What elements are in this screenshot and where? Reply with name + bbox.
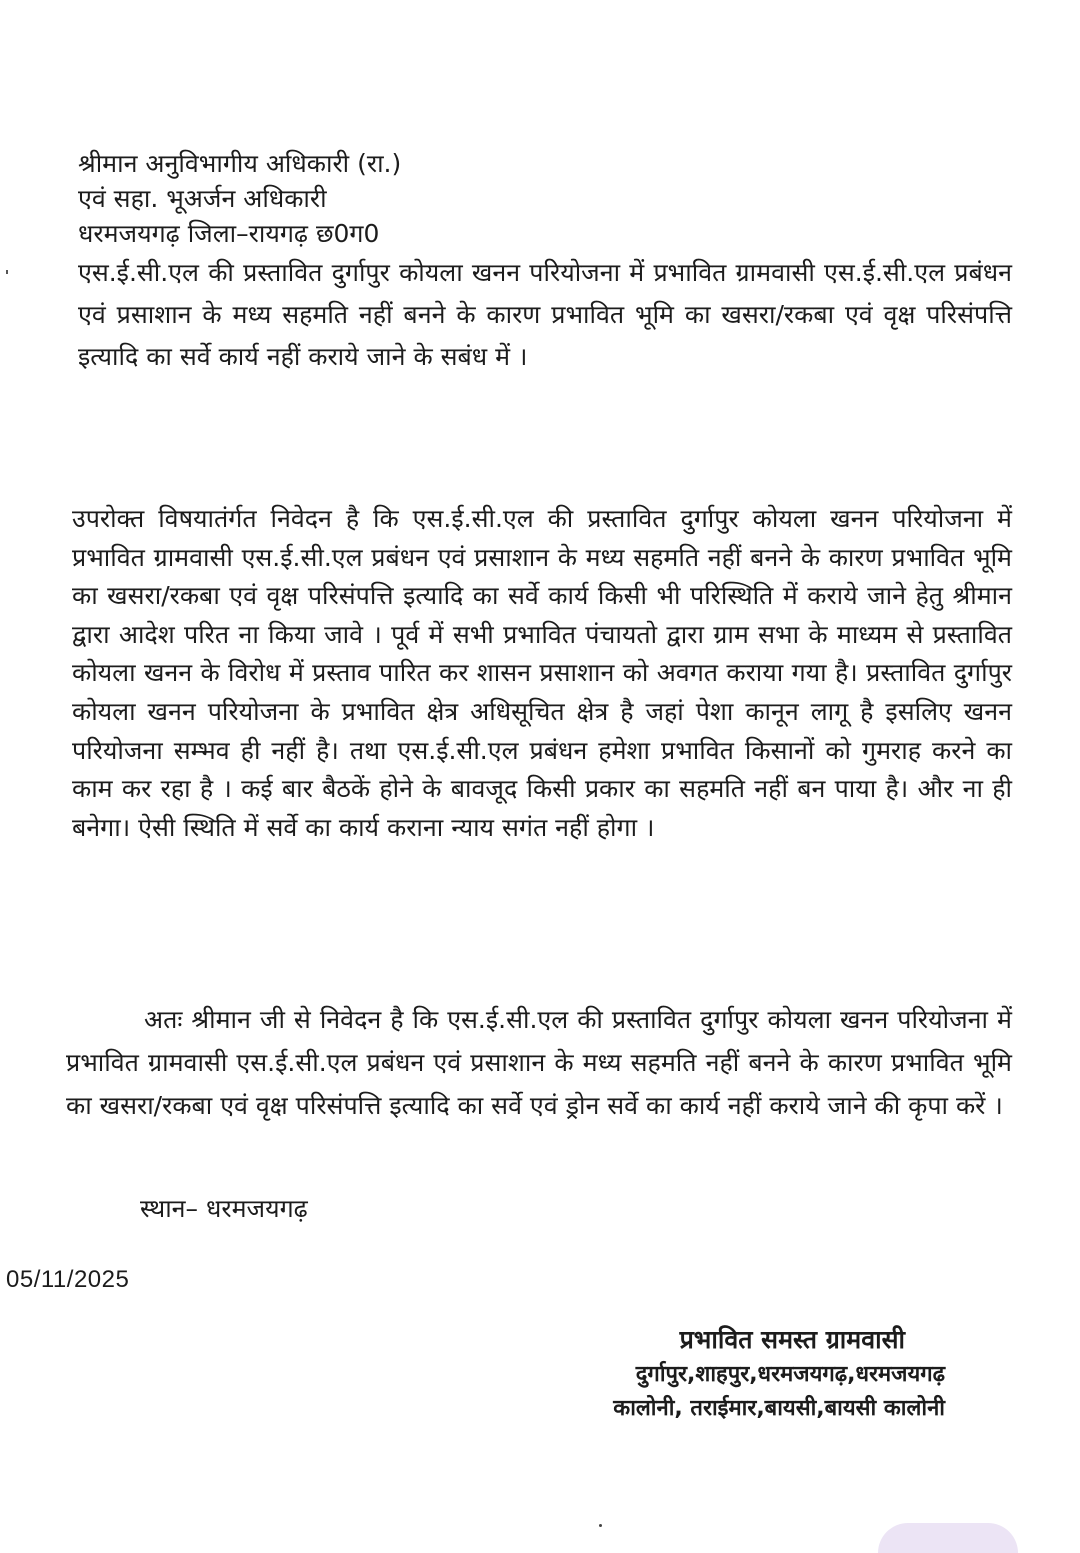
addressee-line-2: एवं सहा. भूअर्जन अधिकारी	[78, 184, 327, 213]
signature-title: प्रभावित समस्त ग्रामवासी	[679, 1325, 905, 1354]
addressee-line-3: धरमजयगढ़ जिला–रायगढ़ छ0ग0	[78, 219, 380, 248]
signature-block	[540, 1322, 945, 1426]
dot-mark	[599, 1524, 602, 1527]
margin-mark	[6, 270, 8, 274]
date-line: 05/11/2025	[6, 1266, 130, 1293]
addressee-block	[78, 146, 878, 251]
signature-villages-line-2: कालोनी, तराईमार,बायसी,बायसी कालोनी	[613, 1396, 945, 1421]
corner-overlay	[878, 1523, 1018, 1553]
body-paragraph: उपरोक्त विषयातंर्गत निवेदन है कि एस.ई.सी.एल की प्रस्तावित दुर्गापुर कोयला खनन परियोजना में प्रभावित ग्रामवासी एस.ई.सी.एल प्रबंधन एवं प्रसाशान के मध्य सहमति नहीं बनने के कारण प्रभावित भूमि का खसरा/रकबा एवं वृक्ष परिसंपत्ति इत्यादि का सर्वे कार्य किसी भी परिस्थिति में कराये जाने हेतु श्रीमान द्वारा आदेश परित ना किया जावे । पूर्व में सभी प्रभावित पंचायतो द्वारा ग्राम सभा के माध्यम से प्रस्तावित कोयला खनन के विरोध में प्रस्ताव पारित कर शासन प्रसाशान को अवगत कराया गया है। प्रस्तावित दुर्गापुर कोयला खनन परियोजना के प्रभावित क्षेत्र अधिसूचित क्षेत्र है जहां पेशा कानून लागू है इसलिए खनन परियोजना सम्भव ही नहीं है। तथा एस.ई.सी.एल प्रबंधन हमेशा प्रभावित किसानों को गुमराह करने का काम कर रहा है । कई बार बैठकें होने के बावजूद किसी प्रकार का सहमति नहीं बन पाया है। और ना ही बनेगा। ऐसी स्थिति में सर्वे का कार्य कराना न्याय सगंत नहीं होगा ।	[72, 504, 1012, 842]
signature-villages-line-1: दुर्गापुर,शाहपुर,धरमजयगढ़,धरमजयगढ़	[635, 1362, 945, 1387]
place-line: स्थान– धरमजयगढ़	[140, 1194, 308, 1223]
addressee-line-1: श्रीमान अनुविभागीय अधिकारी (रा.)	[78, 149, 402, 178]
subject-paragraph: एस.ई.सी.एल की प्रस्तावित दुर्गापुर कोयला खनन परियोजना में प्रभावित ग्रामवासी एस.ई.सी.एल प्रबंधन एवं प्रसाशान के मध्य सहमति नहीं बनने के कारण प्रभावित भूमि का खसरा/रकबा एवं वृक्ष परिसंपत्ति इत्यादि का सर्वे कार्य नहीं कराये जाने के सबंध में ।	[78, 258, 1012, 371]
request-paragraph: अतः श्रीमान जी से निवेदन है कि एस.ई.सी.एल की प्रस्तावित दुर्गापुर कोयला खनन परियोजना में प्रभावित ग्रामवासी एस.ई.सी.एल प्रबंधन एवं प्रसाशान के मध्य सहमति नहीं बनने के कारण प्रभावित भूमि का खसरा/रकबा एवं वृक्ष परिसंपत्ति इत्यादि का सर्वे एवं ड्रोन सर्वे का कार्य नहीं कराये जाने की कृपा करें ।	[66, 1005, 1012, 1120]
